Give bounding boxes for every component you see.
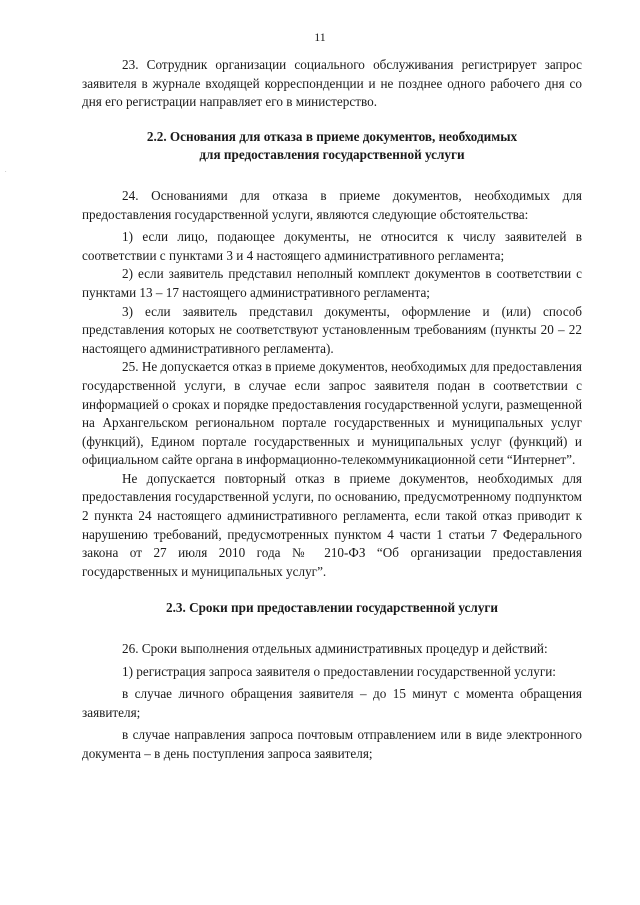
section-2-2-title <box>82 128 582 165</box>
section-2-3-title: 2.3. Сроки при предоставлении государственной услуги <box>165 600 498 616</box>
paragraph-24-item-3: 3) если заявитель представил документы, оформление и (или) способ представления которых не соответствуют установленным требованиям (пункты 20 – 22 настоящего административного регламента). <box>82 303 582 356</box>
page-number: 11 <box>314 30 326 44</box>
paragraph-23: 23. Сотрудник организации социального обслуживания регистрирует запрос заявителя в журнале входящей корреспонденции и не позднее одного рабочего дня со дня его регистрации направляет его в министерство. <box>82 57 582 110</box>
paragraph-24-item-2: 2) если заявитель представил неполный комплект документов в соответствии с пунктами 13 – 17 настоящего административного регламента; <box>82 266 582 300</box>
paragraph-25-repeat: Не допускается повторный отказ в приеме документов, необходимых для предоставления государственной услуги, по основанию, предусмотренному подпунктом 2 пункта 24 настоящего административного регламента, если такой отказ приводит к нарушению требований, предусмотренных пунктом 4 части 1 статьи 7 Федерального закона от 27 июля 2010 года № 210-ФЗ “Об организации предоставления государственных и муниципальных услуг”. <box>82 470 582 579</box>
section-2-2-title-line2: для предоставления государственной услуги <box>199 147 465 163</box>
paragraph-26: 26. Сроки выполнения отдельных административных процедур и действий: <box>122 641 548 657</box>
paragraph-24-item-1: 1) если лицо, подающее документы, не относится к числу заявителей в соответствии с пунктами 3 и 4 настоящего административного регламента; <box>82 229 582 263</box>
paragraph-26-postal: в случае направления запроса почтовым отправлением или в виде электронного документа – в день поступления запроса заявителя; <box>82 727 582 761</box>
paragraph-26-personal: в случае личного обращения заявителя – до 15 минут с момента обращения заявителя; <box>82 686 582 720</box>
margin-mark: . <box>5 168 7 174</box>
paragraph-26-item-1: 1) регистрация запроса заявителя о предоставлении государственной услуги: <box>122 663 556 679</box>
section-2-2-title-line1: 2.2. Основания для отказа в приеме документов, необходимых <box>146 128 518 144</box>
paragraph-25: 25. Не допускается отказ в приеме документов, необходимых для предоставления государственной услуги, в случае если запрос заявителя подан в соответствии с информацией о сроках и порядке предоставления государственной услуги, размещенной на Архангельском региональном портале государственных и муниципальных услуг (функций), Едином портале государственных и муниципальных услуг (функций) и официальном сайте органа в информационно-телекоммуникационной сети “Интернет”. <box>82 359 582 468</box>
paragraph-24: 24. Основаниями для отказа в приеме документов, необходимых для предоставления государственной услуги, являются следующие обстоятельства: <box>82 187 582 222</box>
document-body <box>82 56 582 764</box>
